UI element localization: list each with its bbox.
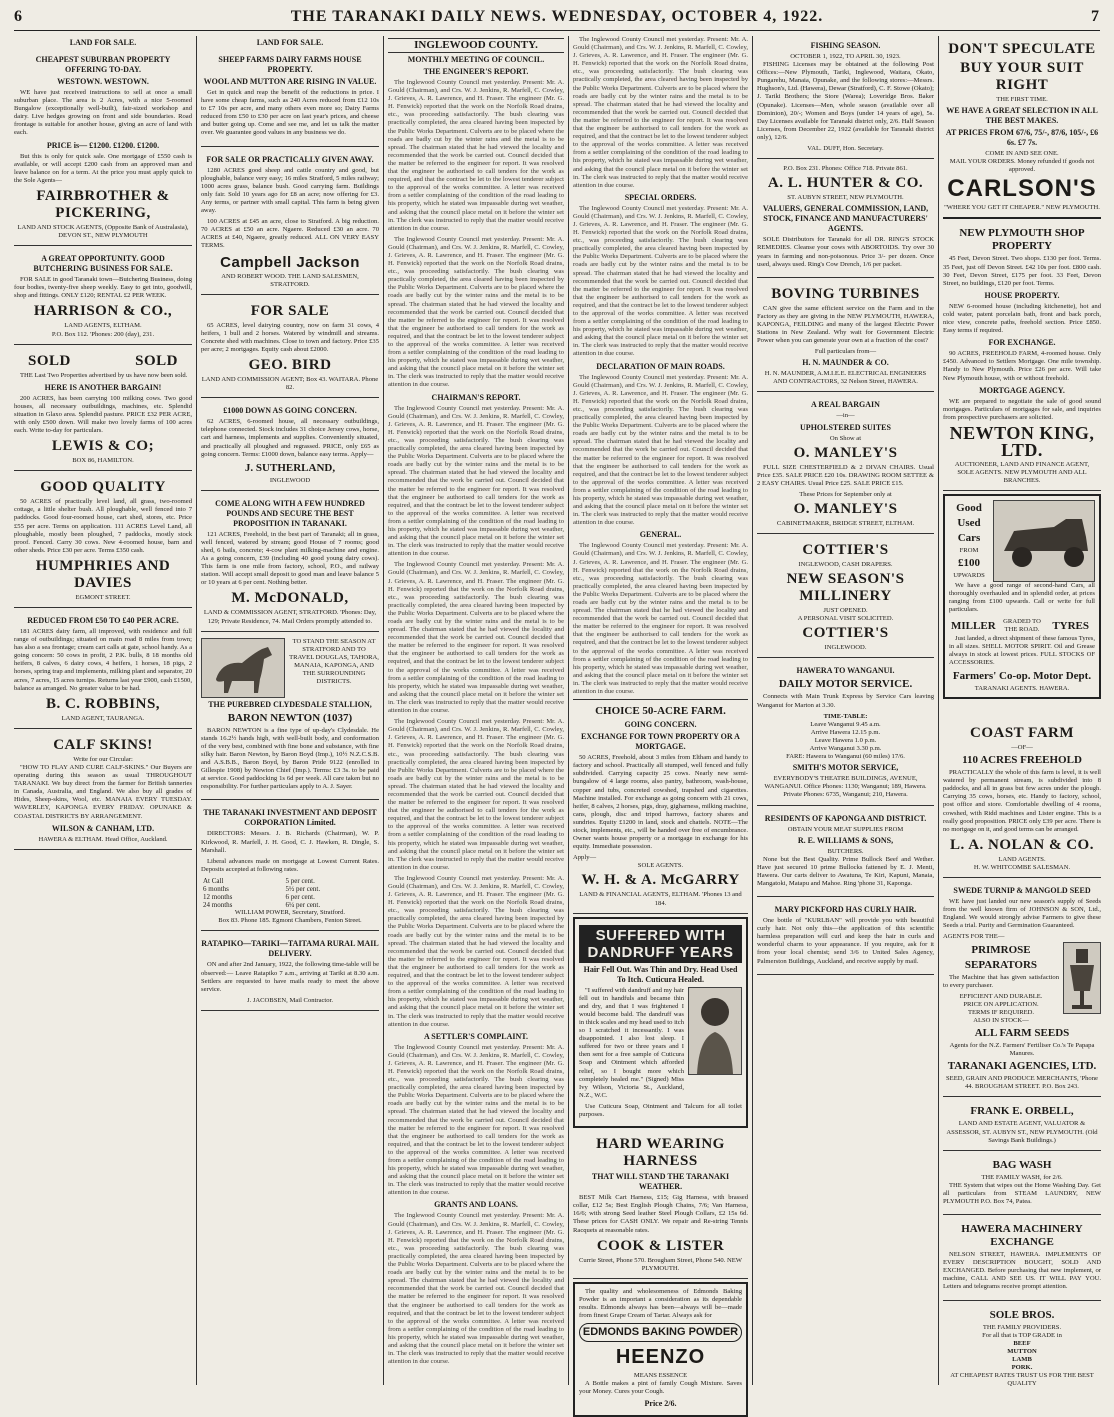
ad-body: ON and after 2nd January, 1922, the following time-table will be observed:— Leave Ratapiko 7 a.m., arriving at Tariki at 8.30 a.m. Settlers are requested to have mails ready to meet the above service. (201, 961, 379, 993)
table-row: 12 months 6 per cent. (203, 893, 315, 902)
ad-title: FISHING SEASON. (810, 41, 881, 50)
ad-price: Price 2/6. (644, 1399, 677, 1409)
ad-subtitle: OCTOBER 1, 1922, TO APRIL 30, 1923. (790, 53, 901, 60)
article-text: The Inglewood County Council met yesterday. Present: Mr. A. Gould (Chairman), and Crs. W. J. Jenkins, R. Marfell, C. Cowley, J. Grieves, A. R. Lawrence, and H. Fraser. The engineer (Mr. G. H. Fenwick) reported that the work on the Norfolk Road drains, etc., was proceeding satisfactorily. The bush clearing was practically completed, the area cleared having been inspected by the Public Works Department. Culverts are to be placed where the roads are badly cut by the winter rains and the metal is to be spread. The chairman stated that he had viewed the locality and recommended that the work be carried out. Council decided that the matter be referred to the engineer for report. It was resolved that the engineer be authorised to call tenders for the work as required, and that the contract be let to the lowest tenderer subject to the approval of the works committee. A letter was received from a settler complaining of the condition of the road leading to his property, which he stated was impassable during wet weather, and asking that the council place metal on it before the winter set in. The clerk was instructed to reply that the matter would receive attention in due course. (388, 1212, 564, 1366)
ad-title: CHOICE 50-ACRE FARM. (595, 705, 726, 718)
ad-subtitle: A PERSONAL VISIT SOLICITED. (797, 615, 894, 623)
ad-body: CAN give the same efficient service on the Farm and in the Factory as they are giving in the NEW PLYMOUTH, HAWERA, KAPONGA, FEILDING and many of the largest Electric Power Stations in New Zealand. Why wait for Government Electric Power when you can generate your own at a fraction of the cost? (757, 304, 934, 345)
page-number-left: 6 (14, 8, 23, 25)
agent-name: LEWIS & CO; (51, 438, 155, 455)
column-rule (196, 36, 197, 1385)
agent-phone: P.O. Box 112. 'Phones: 200 (day), 231. (51, 330, 155, 338)
ad-body: The Machine that has given satisfaction to every purchaser. (943, 973, 1059, 989)
ad-text: AGENTS FOR THE— (943, 933, 1005, 941)
column-1 (14, 36, 192, 1385)
ad-body: Connects with Main Trunk Express by Service Cars leaving Wanganui for Marton at 3.30. (757, 693, 934, 709)
agent-name: FRANK E. ORBELL, (970, 1105, 1074, 1118)
ad-text: EFFICIENT AND DURABLE. (959, 992, 1043, 1000)
ad-body: 100 ACRES at £45 an acre, close to Stratford. A big reduction. 70 ACRES at £50 an acre. Ngaere. Reduced £30 an acre. 70 ACRES at £40, Ngaere, greatly reduced. ALL ON VERY EASY TERMS. (201, 218, 379, 250)
ad-headline: Good (956, 502, 982, 515)
ad-body: FULL SIZE CHESTERFIELD & 2 DIVAN CHAIRS. Usual Price £35. SALE PRICE £20 10s. DRAWING ROOM SETTEE & 2 EASY CHAIRS. Usual Price £25. SALE PRICE £15. (757, 463, 934, 487)
agent-name: Farmers' Co-op. Motor Dept. (952, 669, 1092, 682)
tyres-brand: TYRES (1052, 619, 1090, 632)
article-text: The Inglewood County Council met yesterday. Present: Mr. A. Gould (Chairman), and Crs. W. J. Jenkins, R. Marfell, C. Cowley, J. Grieves, A. R. Lawrence, and H. Fraser. The engineer (Mr. G. H. Fenwick) reported that the work on the Norfolk Road drains, etc., was proceeding satisfactorily. The bush clearing was practically completed, the area cleared having been inspected by the Public Works Department. Culverts are to be placed where the roads are badly cut by the winter rains and the metal is to be spread. The chairman stated that he had viewed the locality and recommended that the work be carried out. Council decided that the matter be referred to the engineer for report. It was resolved that the engineer be authorised to call tenders for the work as required, and that the contract be let to the lowest tenderer subject to the approval of the works committee. A letter was received from a settler complaining of the condition of the road leading to his property, which he stated was impassable during wet weather, and asking that the council place metal on it before the winter set in. The clerk was instructed to reply that the matter would receive attention in due course. (573, 373, 748, 527)
ad-subtitle: OBTAIN YOUR MEAT SUPPLIES FROM (787, 825, 904, 833)
section-heading: LAND FOR SALE. (256, 38, 324, 47)
article-text: The Inglewood County Council met yesterday. Present: Mr. A. Gould (Chairman), and Crs. W. J. Jenkins, R. Marfell, C. Cowley, J. Grieves, A. R. Lawrence, and H. Fraser. The engineer (Mr. G. H. Fenwick) reported that the work on the Norfolk Road drains, etc., was proceeding satisfactorily. The bush clearing was practically completed, the area cleared having been inspected by the Public Works Department. Culverts are to be placed where the roads are badly cut by the winter rains and the metal is to be spread. The chairman stated that he had viewed the locality and recommended that the work be carried out. Council decided that the matter be referred to the engineer for report. It was resolved that the engineer be authorised to call tenders for the work as required, and that the contract be let to the lowest tenderer subject to the approval of the works committee. A letter was received from a settler complaining of the condition of the road leading to his property, which he stated was impassable during wet weather, and asking that the council place metal on it before the winter set in. The clerk was instructed to reply that the matter would receive attention in due course. (573, 542, 748, 696)
ad-headline: 110 ACRES FREEHOLD (962, 754, 1082, 767)
ad-body: The quality and wholesomeness of Edmonds Baking Powder is an important a consideration as its dependable results. Edmonds always has been—always will be—made from finest Grape Cream of Tartar. Always ask for (579, 1287, 742, 1320)
agent-details: VALUERS, GENERAL COMMISSION, LAND, STOCK, FINANCE AND MANUFACTURERS' AGENTS. (762, 204, 929, 234)
article-text: The Inglewood County Council met yesterday. Present: Mr. A. Gould (Chairman), and Crs. W. J. Jenkins, R. Marfell, C. Cowley, J. Grieves, A. R. Lawrence, and H. Fraser. The engineer (Mr. G. H. Fenwick) reported that the work on the Norfolk Road drains, etc., was proceeding satisfactorily. The bush clearing was practically completed, the area cleared having been inspected by the Public Works Department. Culverts are to be placed where the roads are badly cut by the winter rains and the metal is to be spread. The chairman stated that he had viewed the locality and recommended that the work be carried out. Council decided that the matter be referred to the engineer for report. It was resolved that the engineer be authorised to call tenders for the work as required, and that the contract be let to the lowest tenderer subject to the approval of the works committee. A letter was received from a settler complaining of the condition of the road leading to his property, which he stated was impassable during wet weather, and asking that the council place metal on it before the winter set in. The clerk was instructed to reply that the matter would receive attention in due course. (388, 79, 564, 232)
ad-title: FOR SALE (250, 302, 330, 319)
agent-details: BUTCHERS. (827, 847, 864, 855)
column-rule (752, 36, 753, 1385)
ad-body: We have a good range of second-hand Cars, all thoroughly overhauled and in splendid order, at prices ranging from £100 upwards. Call or write for full particulars. (949, 582, 1095, 614)
agent-name: NEWTON KING, LTD. (949, 422, 1095, 460)
agent-details: SOLE AGENTS. NEW PLYMOUTH AND ALL BRANCHES. (957, 468, 1087, 485)
ad-text: For all that is TOP GRADE in (982, 1331, 1062, 1339)
list-item: LAMB (1012, 1355, 1032, 1363)
ad-note: On Show at (829, 434, 862, 442)
ad-body: WE have just received instructions to sell at once a small suburban place. The area is 2 Acres, with a nice 5-roomed Bungalow (exceptionally well-built), fair-sized workshop and dairy. Live hedges growing on front and side boundaries. Road frontage is suitable for another house, giving an acre of land with each. (14, 89, 192, 137)
agent-details: CABINETMAKER, BRIDGE STREET, ELTHAM. (776, 520, 915, 527)
timetable-row: Leave Hawera 1.0 p.m. (814, 736, 877, 744)
masthead (14, 8, 1100, 31)
ad-title: SWEDE TURNIP & MANGOLD SEED (953, 886, 1091, 896)
newspaper-title: THE TARANAKI DAILY NEWS. WEDNESDAY, OCTOBER 4, 1922. (290, 8, 824, 25)
ad-label: SOLE AGENTS. (637, 862, 684, 870)
ad-title: HERE IS ANOTHER BARGAIN! (44, 382, 162, 392)
ad-title: REDUCED FROM £50 TO £40 PER ACRE. (27, 616, 179, 625)
agent-name: COTTIER'S (802, 625, 889, 642)
cuticura-ad (573, 917, 748, 1129)
agent-name: M. McDONALD, (231, 590, 349, 607)
heenzo-subtitle: MEANS ESSENCE (633, 1372, 688, 1380)
ad-body: WE have just landed our new season's supply of Seeds from the well known firm of JOHNSON & SON, Ltd., England. We would strongly advise Farmers to give these Seeds a trial. Purity and Germination Guaranteed. (943, 898, 1101, 930)
ad-body: "HOW TO FLAY AND CURE CALF-SKINS." Our Buyers are operating during this season as usual THROUGHOUT TARANAKI. We buy direct from the farmer for British tanneries in Canada, Australia, and England. We also buy all grades of Hides, Sheep-skins, Wool, etc. MANAIA EVERY TUESDAY. WAVERLEY, KAPONGA EVERY FRIDAY. OPUNAKE & COASTAL DISTRICTS BY ARRANGEMENT. (14, 763, 192, 820)
woman-portrait-illustration (688, 987, 742, 1075)
ad-body: SOLE Distributors for Taranaki for all DR. RING'S STOCK REMEDIES. Cleanse your cows with ABORTOIDS. Try over 30 years in farming and non-poisonous. Price 3/- per dozen. Once used, always used. Ring's Cow Drench, 1/6 per packet. (757, 236, 934, 268)
ad-body: THE System that wipes out the Home Washing Day. Get all particulars from STEAM LAUNDRY, NEW PLYMOUTH P.O. Box 74, Patea. (943, 1181, 1101, 1205)
ad-body: "I suffered with dandruff and my hair fell out in handfuls and became thin and dry, and that I was frightened I would become bald. The dandruff was in thick scales and my head used to itch so I scratched it incessantly. I was disappointed. I also lost sleep. I suffered for two or three years and I then sent for a free sample of Cuticura Soap and Ointment which afforded relief, so I bought more which completely healed me." (Signed) Miss Ivy Wilson, Victoria St., Auckland, N.Z., W.C. (579, 986, 684, 1099)
ad-price: PRICE is— £1200. £1200. £1200. (46, 140, 160, 150)
article-text: The Inglewood County Council met yesterday. Present: Mr. A. Gould (Chairman), and Crs. W. J. Jenkins, R. Marfell, C. Cowley, J. Grieves, A. R. Lawrence, and H. Fraser. The engineer (Mr. G. H. Fenwick) reported that the work on the Norfolk Road drains, etc., was proceeding satisfactorily. The bush clearing was practically completed, the area cleared having been inspected by the Public Works Department. Culverts are to be placed where the roads are badly cut by the winter rains and the metal is to be spread. The chairman stated that he had viewed the locality and recommended that the work be carried out. Council decided that the matter be referred to the engineer for report. It was resolved that the engineer be authorised to call tenders for the work as required, and that the contract be let to the lowest tenderer subject to the approval of the works committee. A letter was received from a settler complaining of the condition of the road leading to his property, which he stated was impassable during wet weather, and asking that the council place metal on it before the winter set in. The clerk was instructed to reply that the matter would receive attention in due course. (388, 404, 564, 558)
car-illustration (993, 500, 1095, 582)
agent-details: LAND AND STOCK AGENTS, (Opposite Bank of Australasia), DEVON ST., NEW PLYMOUTH (17, 223, 189, 240)
ad-title: THE TARANAKI INVESTMENT AND DEPOSIT CORPORATION Limited. (203, 808, 377, 828)
agent-details: LAND AGENT, TAURANGA. (61, 714, 145, 722)
ad-prices: AT PRICES FROM 67/6, 75/-, 87/6, 105/-, £6 6s. £7 7s. (945, 128, 1099, 148)
agent-name: J. SUTHERLAND, (244, 461, 336, 474)
ad-signature: VAL. DUFF, Hon. Secretary. (807, 145, 884, 153)
agent-details: INGLEWOOD. (824, 644, 867, 652)
article-text: The Inglewood County Council met yesterday. Present: Mr. A. Gould (Chairman), and Crs. W. J. Jenkins, R. Marfell, C. Cowley, J. Grieves, A. R. Lawrence, and H. Fraser. The engineer (Mr. G. H. Fenwick) reported that the work on the Norfolk Road drains, etc., was proceeding satisfactorily. The bush clearing was practically completed, the area cleared having been inspected by the Public Works Department. Culverts are to be placed where the roads are badly cut by the winter rains and the metal is to be spread. The chairman stated that he had viewed the locality and recommended that the work be carried out. Council decided that the matter be referred to the engineer for report. It was resolved that the engineer be authorised to call tenders for the work as required, and that the contract be let to the lowest tenderer subject to the approval of the works committee. A letter was received from a settler complaining of the condition of the road leading to his property, which he stated was impassable during wet weather, and asking that the council place metal on it before the winter set in. The clerk was instructed to reply that the matter would receive attention in due course. (388, 718, 564, 871)
agent-name: L. A. NOLAN & CO. (950, 836, 1094, 853)
article-subhead: THE ENGINEER'S REPORT. (423, 67, 529, 76)
agent-name: TARANAKI AGENCIES, LTD. (947, 1060, 1097, 1073)
ad-title: NEW PLYMOUTH SHOP PROPERTY (959, 227, 1085, 253)
article-subhead: SPECIAL ORDERS. (624, 192, 697, 202)
agent-details: THE FAMILY PROVIDERS. (982, 1323, 1062, 1331)
ad-body: THE Last Two Properties advertised by us have now been sold. (20, 371, 188, 379)
ad-text: TERMS IF REQUIRED. (967, 1008, 1035, 1016)
agent-details: SEED, GRAIN AND PRODUCE MERCHANTS, 'Phone 44. BROUGHAM STREET. P.O. Box 243. (946, 1075, 1098, 1091)
column-rule (383, 36, 384, 1385)
article-subhead: CHAIRMAN'S REPORT. (431, 392, 521, 402)
agent-name: R. E. WILLIAMS & SONS, (797, 835, 894, 845)
agent-name: B. C. ROBBINS, (45, 695, 161, 712)
ad-body: NEW 6-roomed house (including kitchenette), hot and cold water, patent porcelain bath, front and back porch, nice view, concrete paths, freehold section. Price £850. Easy terms if required. (943, 302, 1101, 335)
fare: FARE: Hawera to Wanganui (60 miles) 17/6. (786, 753, 905, 761)
ad-note: Agents for the N.Z. Farmers' Fertiliser Co.'s Te Papapa Manures. (949, 1042, 1095, 1058)
agent-details: HAWERA & ELTHAM. Head Office, Auckland. (38, 835, 168, 843)
agent-details: BOX 86, HAMILTON. (72, 457, 134, 465)
ad-body: 200 ACRES, has been carrying 100 milking cows. Two good houses, all necessary outbuildings, machines, etc. Splendid situation in Glaxo area. Splendid pasture. PRICE £32 PER ACRE, with only £500 down. Will make two lovely farms of 100 acres each. Write to-day for particulars. (14, 394, 192, 435)
article-subhead: GRANTS AND LOANS. (434, 1200, 518, 1210)
ad-title: BOVING TURBINES (771, 285, 920, 302)
page-number-right: 7 (1091, 8, 1100, 25)
ad-body: BEST Milk Cart Harness, £15; Gig Harness, with brassed collar, £12 5s; Best English Plough Chains, 7/6; Van Harness, 16/6; with strong Seed leather Steel Plough Collars, £2 15s 6d. These prices for CASH ONLY. We repair and Re-string Tennis Racquets at reasonable rates. (573, 1194, 748, 1234)
ad-headline: Cars (957, 532, 981, 545)
ad-subtitle: GOING CONCERN. (624, 720, 697, 730)
agent-name: H. N. MAUNDER & CO. (802, 358, 889, 368)
ad-title: FOR EXCHANGE. (988, 338, 1056, 348)
ad-text: GRADED TO THE ROAD. (1003, 617, 1041, 634)
ad-body: Liberal advances made on mortgage at Lowest Current Rates. Deposits accepted at following rates. (201, 857, 379, 873)
ad-contact: P.O. Box 231. Phones: Office 718. Private 861. (783, 165, 908, 173)
ad-body: One bottle of "KURLBAN" will provide you with beautiful curly hair. Not only this—the application of this scientific harmless preparation will curl and keep the hair in curls and wonderful charm to your appearance. If you require, ask for it from your local chemist; send 3/6 to United Sales Agency, Palmerston Buildings, Auckland, and receive supply by mail. (757, 917, 934, 965)
ad-title: RESIDENTS OF KAPONGA AND DISTRICT. (764, 813, 927, 823)
ad-apply: Apply— (573, 854, 597, 862)
agent-name: SMITH'S MOTOR SERVICE, (792, 763, 899, 773)
agent-details: EGMONT STREET. (75, 593, 131, 601)
ad-text: —in— (836, 412, 855, 420)
agent-details: Currie Street, Phone 570. Brougham Street, Phone 540. NEW PLYMOUTH. (579, 1256, 742, 1272)
article-text: The Inglewood County Council met yesterday. Present: Mr. A. Gould (Chairman), and Crs. W. J. Jenkins, R. Marfell, C. Cowley, J. Grieves, A. R. Lawrence, and H. Fraser. The engineer (Mr. G. H. Fenwick) reported that the work on the Norfolk Road drains, etc., was proceeding satisfactorily. The bush clearing was practically completed, the area cleared having been inspected by the Public Works Department. Culverts are to be placed where the roads are badly cut by the winter rains and the metal is to be spread. The chairman stated that he had viewed the locality and recommended that the work be carried out. Council decided that the matter be referred to the engineer for report. It was resolved that the engineer be authorised to call tenders for the work as required, and that the contract be let to the lowest tenderer subject to the approval of the works committee. A letter was received from a settler complaining of the condition of the road leading to his property, which he stated was impassable during wet weather, and asking that the council place metal on it before the winter set in. The clerk was instructed to reply that the matter would receive attention in due course. (573, 36, 748, 189)
ad-signature: WILLIAM POWER, Secretary, Stratford. (234, 909, 346, 917)
ad-title: COME ALONG WITH A FEW HUNDRED POUNDS AND SECURE THE BEST PROPOSITION IN TARANAKI. (215, 498, 365, 528)
agent-name: GEO. BIRD (248, 357, 332, 374)
ad-subtitle: Write for our Circular: (73, 755, 133, 763)
separator-illustration (1063, 942, 1101, 1014)
carlsons-logo: CARLSON'S (947, 175, 1097, 203)
carlsons-tagline: "WHERE YOU GET IT CHEAPER." NEW PLYMOUTH. (944, 204, 1100, 212)
ad-subtitle: Hair Fell Out. Was Thin and Dry. Head Used To Itch. Cuticura Healed. (583, 964, 738, 984)
ad-subtitle: EXCHANGE FOR TOWN PROPERTY OR A MORTGAGE. (581, 732, 740, 752)
ad-body: BARON NEWTON is a fine type of up-day's Clydesdale. He stands 16.2½ hands high, with well-built body, and conformation of the very best, combined with fine bone and substance, with fine silky hair. Baron Newton, by Baron Boyd (Imp.), 10½ N.Z.C.S.B. and A.S.B.B., Baron Boyd, by Baron Pride 9122 (enrolled in Gillespie 1908) by Newton Chief (Imp.). Terms: £3 3s. to be paid at service. Good paddocking 1s 6d per week. All care taken but no responsibility. For further particulars apply to A. J. Sayer. (201, 726, 379, 791)
ad-headline: BAG WASH (992, 1158, 1052, 1171)
ad-subtitle: UPHOLSTERED SUITES (800, 422, 891, 432)
list-item: PORK. (1011, 1364, 1033, 1372)
rates-table (201, 877, 379, 909)
edmonds-ad (573, 1282, 748, 1417)
table-row: 6 months 5½ per cent. (203, 884, 321, 893)
agent-name: WILSON & CANHAM, LTD. (51, 823, 155, 833)
ad-subtitle: COME IN AND SEE ONE. (985, 150, 1059, 158)
agent-details: LAND AND COMMISSION AGENT; Box 43. WAITARA. Phone 82. (201, 376, 379, 392)
column-rule (568, 36, 569, 1385)
ad-headline: BUY YOUR SUIT RIGHT (960, 60, 1084, 93)
ad-title: A REAL BARGAIN (811, 400, 880, 410)
ad-title: A GREAT OPPORTUNITY. GOOD BUTCHERING BUSINESS FOR SALE. (33, 254, 173, 274)
agent-name: COTTIER'S (802, 542, 889, 559)
article-subhead: GENERAL. (639, 530, 682, 540)
agent-details: AUCTIONEER, LAND AND FINANCE AGENT, (954, 460, 1090, 468)
ad-body: 121 ACRES, Freehold, in the best part of Taranaki; all in grass, well fenced, watered by stream; good House of 7 rooms; good shed, 6 bails, concrete; 4-cow plant milking-machine and engine. As a going concern, £39 (including 40 good young dairy cows). This farm is one mile from factory, school, P.O., and railway station. Will accept small deposit to good man and leave balance 5 or 10 years at 6 per cent. Nothing better. (201, 530, 379, 587)
column-6-lower (943, 720, 1101, 1388)
ad-body: 65 ACRES, level dairying country, now on farm 31 cows, 4 heifers, 1 bull and 2 horses. Watered by windmill and streams. Concrete shed with machines. Close to town and factory. Price £35 per acre; 2 mortgages. Equity cash about £2000. (201, 321, 379, 353)
section-heading: LAND FOR SALE. (69, 38, 137, 47)
ad-headline: DON'T SPECULATE (948, 41, 1096, 57)
sold-heading: SOLD SOLD (28, 352, 178, 369)
ad-title: FOR SALE OR PRACTICALLY GIVEN AWAY. (206, 154, 374, 164)
list-item: MUTTON (1007, 1347, 1037, 1355)
column-3 (388, 36, 564, 1385)
agent-details: TARANAKI AGENTS. HAWERA. (974, 684, 1070, 692)
agent-name: O. MANLEY'S (793, 444, 898, 461)
ad-headline: COAST FARM (969, 725, 1075, 741)
ad-headline: PRIMROSE (971, 943, 1031, 956)
article-subhead: DECLARATION OF MAIN ROADS. (596, 361, 725, 371)
ad-body: WE are prepared to negotiate the sale of good sound mortgages. Particulars of mortgages for sale, and inquiries from prospective purchasers are solicited. (943, 397, 1101, 421)
ad-title: SHEEP FARMS DAIRY FARMS HOUSE PROPERTY. (218, 55, 362, 74)
column-2 (201, 36, 379, 1385)
ad-body: Use Cuticura Soap, Ointment and Talcum for all toilet purposes. (579, 1102, 742, 1119)
ad-body: 1280 ACRES good sheep and cattle country and good, but ploughable, balance very easy; 16 miles Stratford, 5 miles railway; 1000 acres grass, balance bush. Good carrying farm. Buildings only fair. Sold 10 years ago for £8 an acre; now offering for £3. Any terms, or partner with small capital. This farm is being given away. (201, 166, 379, 215)
agent-details: INGLEWOOD, CASH DRAPERS. (798, 561, 893, 569)
ad-body: NELSON STREET, HAWERA. IMPLEMENTS OF EVERY DESCRIPTION BOUGHT, SOLD AND EXCHANGED. Before purchasing that new implement, or machine, CALL AND SEE US. IT WILL PAY YOU. Letters and telegrams receive prompt attention. (943, 1251, 1101, 1291)
ad-price: £100 (958, 557, 980, 570)
ad-address: Box 83. Phone 185. Egmont Chambers, Fenton Street. (218, 917, 362, 925)
agent-details: LAND AND ESTATE AGENT, VALUATOR & ASSESSOR, ST. AUBYN ST., NEW PLYMOUTH. (Old Savings Bank Buildings.) (946, 1120, 1098, 1144)
ad-text: PRICE ON APPLICATION. (963, 1000, 1039, 1008)
ad-text: UPWARDS (953, 572, 985, 580)
ad-title: DAILY MOTOR SERVICE. (778, 678, 913, 691)
ad-title: CALF SKINS! (53, 736, 153, 753)
ad-body: 62 ACRES, 6-roomed house, all necessary outbuildings, telephone connected. Stock includes 31 choice Jersey cows, horse, cart and harness, implements and supplies. Conveniently situated, and practically all ploughed and regrassed. PRICE, only £65 as going concern. Terms: £1000 down, balance easy terms. Apply— (201, 418, 379, 458)
used-cars-ad (943, 494, 1101, 699)
article-text: The Inglewood County Council met yesterday. Present: Mr. A. Gould (Chairman), and Crs. W. J. Jenkins, R. Marfell, C. Cowley, J. Grieves, A. R. Lawrence, and H. Fraser. The engineer (Mr. G. H. Fenwick) reported that the work on the Norfolk Road drains, etc., was proceeding satisfactorily. The bush clearing was practically completed, the area cleared having been inspected by the Public Works Department. Culverts are to be placed where the roads are badly cut by the winter rains and the metal is to be spread. The chairman stated that he had viewed the locality and recommended that the work be carried out. Council decided that the matter be referred to the engineer for report. It was resolved that the engineer be authorised to call tenders for the work as required, and that the contract be let to the lowest tenderer subject to the approval of the works committee. A letter was received from a settler complaining of the condition of the road leading to his property, which he stated was impassable during wet weather, and asking that the council place metal on it before the winter set in. The clerk was instructed to reply that the matter would receive attention in due course. (388, 874, 564, 1028)
ad-body: 90 ACRES, FREEHOLD FARM, 4-roomed house. Only £450. Advanced to Settlers Mortgage. One mile township. Handy to New Plymouth. Price £26 per acre. Will take New Plymouth house, with or without freehold. (943, 350, 1101, 382)
timetable-row: Leave Wanganui 9.45 a.m. (810, 720, 881, 728)
agent-details: LAND AGENTS. (998, 855, 1046, 863)
ad-body: None but the Best Quality. Prime Bullock Beef and Wether. Have just secured 10 prime Bullocks fattened by E. J. Menti, Hawera. Our carts deliver to Awatuna, Te Kiri, Kapuni, Manaia, Mangatoki, Matapu and Mahoe. Ring 'phone 31, Kaponga. (757, 855, 934, 887)
agent-details: AND ROBERT WOOD. THE LAND SALESMEN, STRATFORD. (221, 272, 359, 288)
article-subhead: MONTHLY MEETING OF COUNCIL. (407, 55, 545, 64)
ad-note: MAIL YOUR ORDERS. Money refunded if goods not approved. (949, 158, 1095, 174)
agent-name: COOK & LISTER (596, 1237, 725, 1254)
ad-text: —OF— (1011, 744, 1033, 751)
ad-body: 181 ACRES dairy farm, all improved, with residence and full range of outbuildings; situated on main road 8 miles from town; has also a sea frontage; cream cart calls at gate, school handy. As a going concern: 50 cows in profit, 2 P.K. bulls, 8 18 months old heifers, 8 calves, 6 dairy cows, 4 heifers, 1 horses, 18 pigs, 2 horses, spring trap and implements, milking plant and separator, 20 acres, 7 acres, 15 acres turnips. Returns last year £900, cash £1500, balance as arranged. No greater value to be had. (14, 628, 192, 692)
ad-title: CHEAPEST SUBURBAN PROPERTY OFFERING TO-DAY. (35, 55, 171, 74)
ad-title: RATAPIKO—TARIKI—TAITAMA RURAL MAIL DELIVERY. (201, 939, 379, 959)
ad-text: FROM (959, 547, 979, 555)
heenzo-logo: HEENZO (615, 1346, 706, 1369)
stallion-note: TO STAND THE SEASON AT STRATFORD AND TO TRAVEL DOUGLAS, TAHORA, MANAIA, KAPONGA, AND THE SURROUNDING DISTRICTS. (289, 637, 379, 686)
table-row: 24 months 6¼ per cent. (203, 901, 321, 910)
ad-subtitle: JUST OPENED. (823, 607, 868, 615)
column-5 (757, 36, 934, 1385)
agent-details: INGLEWOOD (269, 476, 311, 484)
edmonds-logo: EDMONDS BAKING POWDER (579, 1323, 742, 1342)
miller-brand: MILLER (951, 619, 996, 632)
ad-body: DIRECTORS: Messrs. J. B. Richards (Chairman), W. P. Kirkwood, R. Marfell, J. H. Good, C. J. Hawken, R. Dingle, S. Marshall. (201, 830, 379, 854)
ad-headline: Used (957, 517, 981, 530)
agent-name: HARRISON & CO., (33, 303, 173, 320)
ad-subtitle: WE HAVE A GREAT SELECTION IN ALL THE BEST MAKES. (946, 106, 1098, 126)
agent-name: SOLE BROS. (989, 1308, 1055, 1321)
ad-title: MARY PICKFORD HAS CURLY HAIR. (774, 905, 917, 915)
agent-details: LAND & COMMISSION AGENT, STRATFORD. 'Phones: Day, 129; Private Residence, 74. Mail Orders promptly attended to. (203, 609, 377, 625)
ad-headline: ALL FARM SEEDS (974, 1027, 1070, 1040)
ad-subtitle: THAT WILL STAND THE TARANAKI WEATHER. (591, 1172, 730, 1192)
agent-name: W. H. & A. McGARRY (581, 872, 740, 889)
agent-name: HUMPHRIES AND DAVIES (35, 557, 171, 591)
ad-body: FISHING Licenses may be obtained at the following Post Offices:—New Plymouth, Tariki, Inglewood, Waitara, Okato, Pungarehu, Manaia, Opunake, and the following stores:—Messrs. Hughson's, Ltd. (Hawera), Dewar (Stratford), C. F. Stowe (Okato); J. Tariki Brothers; the Store (Warea); Loveridge Bros. Baker (Opunake). Licenses—Men, whole season (available over all Dominion), 20/-; Women and Boys (under 14 years of age), 5s. Day Licenses available for Taranaki district only, 2/6. Half Season Licenses, from December 22, 1922 (available for Taranaki district only), 12/6. (757, 61, 934, 141)
timetable-row: Arrive Wanganui 3.30 p.m. (809, 745, 882, 753)
table-row: At Call 5 per cent. (203, 876, 315, 885)
ad-body: 45 Feet, Devon Street. Two shops. £130 per foot. Terms. 35 Feet, just off Devon Street. £42 10s per foot. £800 cash. 30 Feet, Devon Street, £175 per foot. 33 Feet, Devon Street, no buildings, £120 per foot. Terms. (943, 255, 1101, 287)
ad-title: HARD WEARING HARNESS (596, 1136, 725, 1170)
agent-details: LAND & FINANCIAL AGENTS, ELTHAM. 'Phones 13 and 184. (579, 891, 742, 907)
article-text: The Inglewood County Council met yesterday. Present: Mr. A. Gould (Chairman), and Crs. W. J. Jenkins, R. Marfell, C. Cowley, J. Grieves, A. R. Lawrence, and H. Fraser. The engineer (Mr. G. H. Fenwick) reported that the work on the Norfolk Road drains, etc., was proceeding satisfactorily. The bush clearing was practically completed, the area cleared having been inspected by the Public Works Department. Culverts are to be placed where the roads are badly cut by the winter rains and the metal is to be spread. The chairman stated that he had viewed the locality and recommended that the work be carried out. Council decided that the matter be referred to the engineer for report. It was resolved that the engineer be authorised to call tenders for the work as required, and that the contract be let to the lowest tenderer subject to the approval of the works committee. A letter was received from a settler complaining of the condition of the road leading to his property, which he stated was impassable during wet weather, and asking that the council place metal on it before the winter set in. The clerk was instructed to reply that the matter would receive attention in due course. (388, 235, 564, 389)
agent-name: FAIRBROTHER & PICKERING, (36, 187, 170, 221)
ad-text: AT CHEAPEST RATES TRUST US FOR THE BEST QUALITY (950, 1372, 1094, 1388)
ad-title: NEW SEASON'S MILLINERY (786, 571, 905, 605)
ad-title: HAWERA TO WANGANUI. (796, 666, 895, 676)
ad-body: Get in quick and reap the benefit of the reductions in price. I have some cheap farms, such as 240 Acres reduced from £12 10s to £7 10s per acre, and many others even more so; Dairy Farms reduced from £50 to £30 per acre on last year's prices, and cheese and butter going up. Come and see me, and let us talk the matter over. We guarantee good values in any business we do. (201, 89, 379, 137)
ad-title: £1000 DOWN AS GOING CONCERN. (223, 406, 357, 416)
agent-details: EVERYBODY'S THEATRE BUILDINGS, AVENUE, WANGANUI. Office Phones: 1130; Wanganui; 189, Hawera. Private Phones: 6735, Wanganui; 210, Hawera. (764, 775, 927, 799)
ad-title: MORTGAGE AGENCY. (979, 385, 1065, 395)
column-4 (573, 36, 748, 1409)
ad-headline: SEPARATORS (964, 958, 1038, 971)
ad-headline: HAWERA MACHINERY EXCHANGE (961, 1223, 1083, 1249)
list-item: BEEF (1013, 1339, 1031, 1347)
ad-body: A Bottle makes a pint of family Cough Mixture. Saves your Money. Cures your Cough. (579, 1380, 742, 1396)
ad-body: 50 ACRES, Freehold, about 3 miles from Eltham and handy to factory and school. Practically all stumped, well fenced and fully subdivided. Carrying capacity 25 cows. Nearly new semi-bungalow of 4 large rooms, also pantry, bathroom, wash-house, copper and tubs, concreted cowshed, trapshed and cigarettes. Machine installed. For exchange as going concern with 21 cows, heifer, 8 calves, 2 horses, pigs, dray, gigharness, milking machine, cans, plough, disc and tripod harrows, factory shares and sundries. Equity £1200 in land, stock and chattels. NOTE—The stock, implements, etc., will be handed over free of encumbrance. Owner wants house property or a mortgage in exchange for his equity. Immediate possession. (573, 754, 748, 851)
ad-subtitle: THE FAMILY WASH, for 2/6. (981, 1173, 1063, 1181)
article-subhead: A SETTLER'S COMPLAINT. (423, 1031, 529, 1041)
ad-subtitle: WESTOWN. WESTOWN. (57, 77, 149, 86)
ad-title: HOUSE PROPERTY. (984, 290, 1060, 300)
horse-illustration (201, 638, 285, 698)
timetable-row: Arrive Hawera 12.15 p.m. (810, 728, 881, 736)
agent-details: LAND AGENTS, ELTHAM. (64, 322, 142, 330)
article-text: The Inglewood County Council met yesterday. Present: Mr. A. Gould (Chairman), and Crs. W. J. Jenkins, R. Marfell, C. Cowley, J. Grieves, A. R. Lawrence, and H. Fraser. The engineer (Mr. G. H. Fenwick) reported that the work on the Norfolk Road drains, etc., was proceeding satisfactorily. The bush clearing was practically completed, the area cleared having been inspected by the Public Works Department. Culverts are to be placed where the roads are badly cut by the winter rains and the metal is to be spread. The chairman stated that he had viewed the locality and recommended that the work be carried out. Council decided that the matter be referred to the engineer for report. It was resolved that the engineer be authorised to call tenders for the work as required, and that the contract be let to the lowest tenderer subject to the approval of the works committee. A letter was received from a settler complaining of the condition of the road leading to his property, which he stated was impassable during wet weather, and asking that the council place metal on it before the winter set in. The clerk was instructed to reply that the matter would receive attention in due course. (573, 204, 748, 358)
ad-note: Full particulars from— (814, 348, 877, 356)
ad-body: Just landed, a direct shipment of these famous Tyres, in all sizes. SHELL MOTOR SPIRIT. Oil and Grease always in stock at lowest prices. FULL STOCKS OF ACCESSORIES. (949, 634, 1095, 666)
ad-body: PRACTICALLY the whole of this farm is level, it is well watered by permanent stream, is subdivided into 8 paddocks, and all in grass but few acres under the plough. Carrying 35 cows, horses, etc. Handy to factory, school, post office and store. Comfortable dwelling of 4 rooms, cowshed, with Ridd machines and Lister engine. This is a really good proposition. PRICE only £39 per acre. There is no mortgage on it, and good terms can be arranged. (943, 769, 1101, 833)
agent-details: H. W. WHITCOMBE SALESMAN. (973, 863, 1071, 871)
ad-subtitle: WOOL AND MUTTON ARE RISING IN VALUE. (203, 77, 377, 86)
ad-title: SUFFERED WITH DANDRUFF YEARS (579, 925, 742, 963)
article-text: The Inglewood County Council met yesterday. Present: Mr. A. Gould (Chairman), and Crs. W. J. Jenkins, R. Marfell, C. Cowley, J. Grieves, A. R. Lawrence, and H. Fraser. The engineer (Mr. G. H. Fenwick) reported that the work on the Norfolk Road drains, etc., was proceeding satisfactorily. The bush clearing was practically completed, the area cleared having been inspected by the Public Works Department. Culverts are to be placed where the roads are badly cut by the winter rains and the metal is to be spread. The chairman stated that he had viewed the locality and recommended that the work be carried out. Council decided that the matter be referred to the engineer for report. It was resolved that the engineer be authorised to call tenders for the work as required, and that the contract be let to the lowest tenderer subject to the approval of the works committee. A letter was received from a settler complaining of the condition of the road leading to his property, which he stated was impassable during wet weather, and asking that the council place metal on it before the winter set in. The clerk was instructed to reply that the matter would receive attention in due course. (388, 1043, 564, 1197)
agent-name: O. MANLEY'S (793, 501, 898, 517)
agent-details: H. N. MAUNDER, A.M.I.E.E. ELECTRICAL ENGINEERS AND CONTRACTORS, 32 Nelson Street, HAWERA. (764, 370, 927, 386)
stallion-caption: THE PUREBRED CLYDESDALE STALLION, (208, 699, 372, 709)
agent-address: ST. AUBYN STREET, NEW PLYMOUTH. (787, 194, 904, 202)
ad-text: ALSO IN STOCK— (973, 1016, 1029, 1024)
ad-signature: J. JACOBSEN, Mail Contractor. (246, 996, 334, 1004)
timetable-title: TIME-TABLE: (823, 712, 868, 720)
ad-subtitle: THE FIRST TIME. (996, 96, 1048, 103)
article-headline: INGLEWOOD COUNTY. (388, 38, 564, 53)
agent-name: Campbell Jackson (220, 253, 360, 271)
stallion-name: BARON NEWTON (1037) (227, 711, 353, 724)
ad-title: GOOD QUALITY (40, 479, 166, 496)
article-text: The Inglewood County Council met yesterday. Present: Mr. A. Gould (Chairman), and Crs. W. J. Jenkins, R. Marfell, C. Cowley, J. Grieves, A. R. Lawrence, and H. Fraser. The engineer (Mr. G. H. Fenwick) reported that the work on the Norfolk Road drains, etc., was proceeding satisfactorily. The bush clearing was practically completed, the area cleared having been inspected by the Public Works Department. Culverts are to be placed where the roads are badly cut by the winter rains and the metal is to be spread. The chairman stated that he had viewed the locality and recommended that the work be carried out. Council decided that the matter be referred to the engineer for report. It was resolved that the engineer be authorised to call tenders for the work as required, and that the contract be let to the lowest tenderer subject to the approval of the works committee. A letter was received from a settler complaining of the condition of the road leading to his property, which he stated was impassable during wet weather, and asking that the council place metal on it before the winter set in. The clerk was instructed to reply that the matter would receive attention in due course. (388, 561, 564, 715)
agent-name: A. L. HUNTER & CO. (767, 175, 924, 192)
ad-body: 50 ACRES of practically level land, all grass, two-roomed cottage, a little shelter bush. All ploughable, well fenced into 7 paddocks. Good four-roomed house, cart shed, stores, etc. Price £55 per acre. Terms on application. 111 ACRES Level Land, all ploughable, mostly been ploughed, 7 paddocks, mostly stock proof. Fenced. Carry 30 cows. New 4-roomed house, barn and other sheds. Price £30 per acre. Terms £350 cash. (14, 498, 192, 554)
ad-body: But this is only for quick sale. One mortgage of £550 cash is available, or will accept £200 cash from an approved man and leave balance on for a term. At the price you must apply quick to the Sole Agents— (14, 152, 192, 184)
column-rule (938, 36, 939, 1385)
ad-body: FOR SALE in good Taranaki town—Butchering Business, doing four bodies, twenty-five sheep weekly. Easy to get into, goodwill, shop and fittings. ONLY £120; RENTAL £2 PER WEEK. (14, 276, 192, 300)
ad-note: These Prices for September only at (799, 490, 892, 498)
